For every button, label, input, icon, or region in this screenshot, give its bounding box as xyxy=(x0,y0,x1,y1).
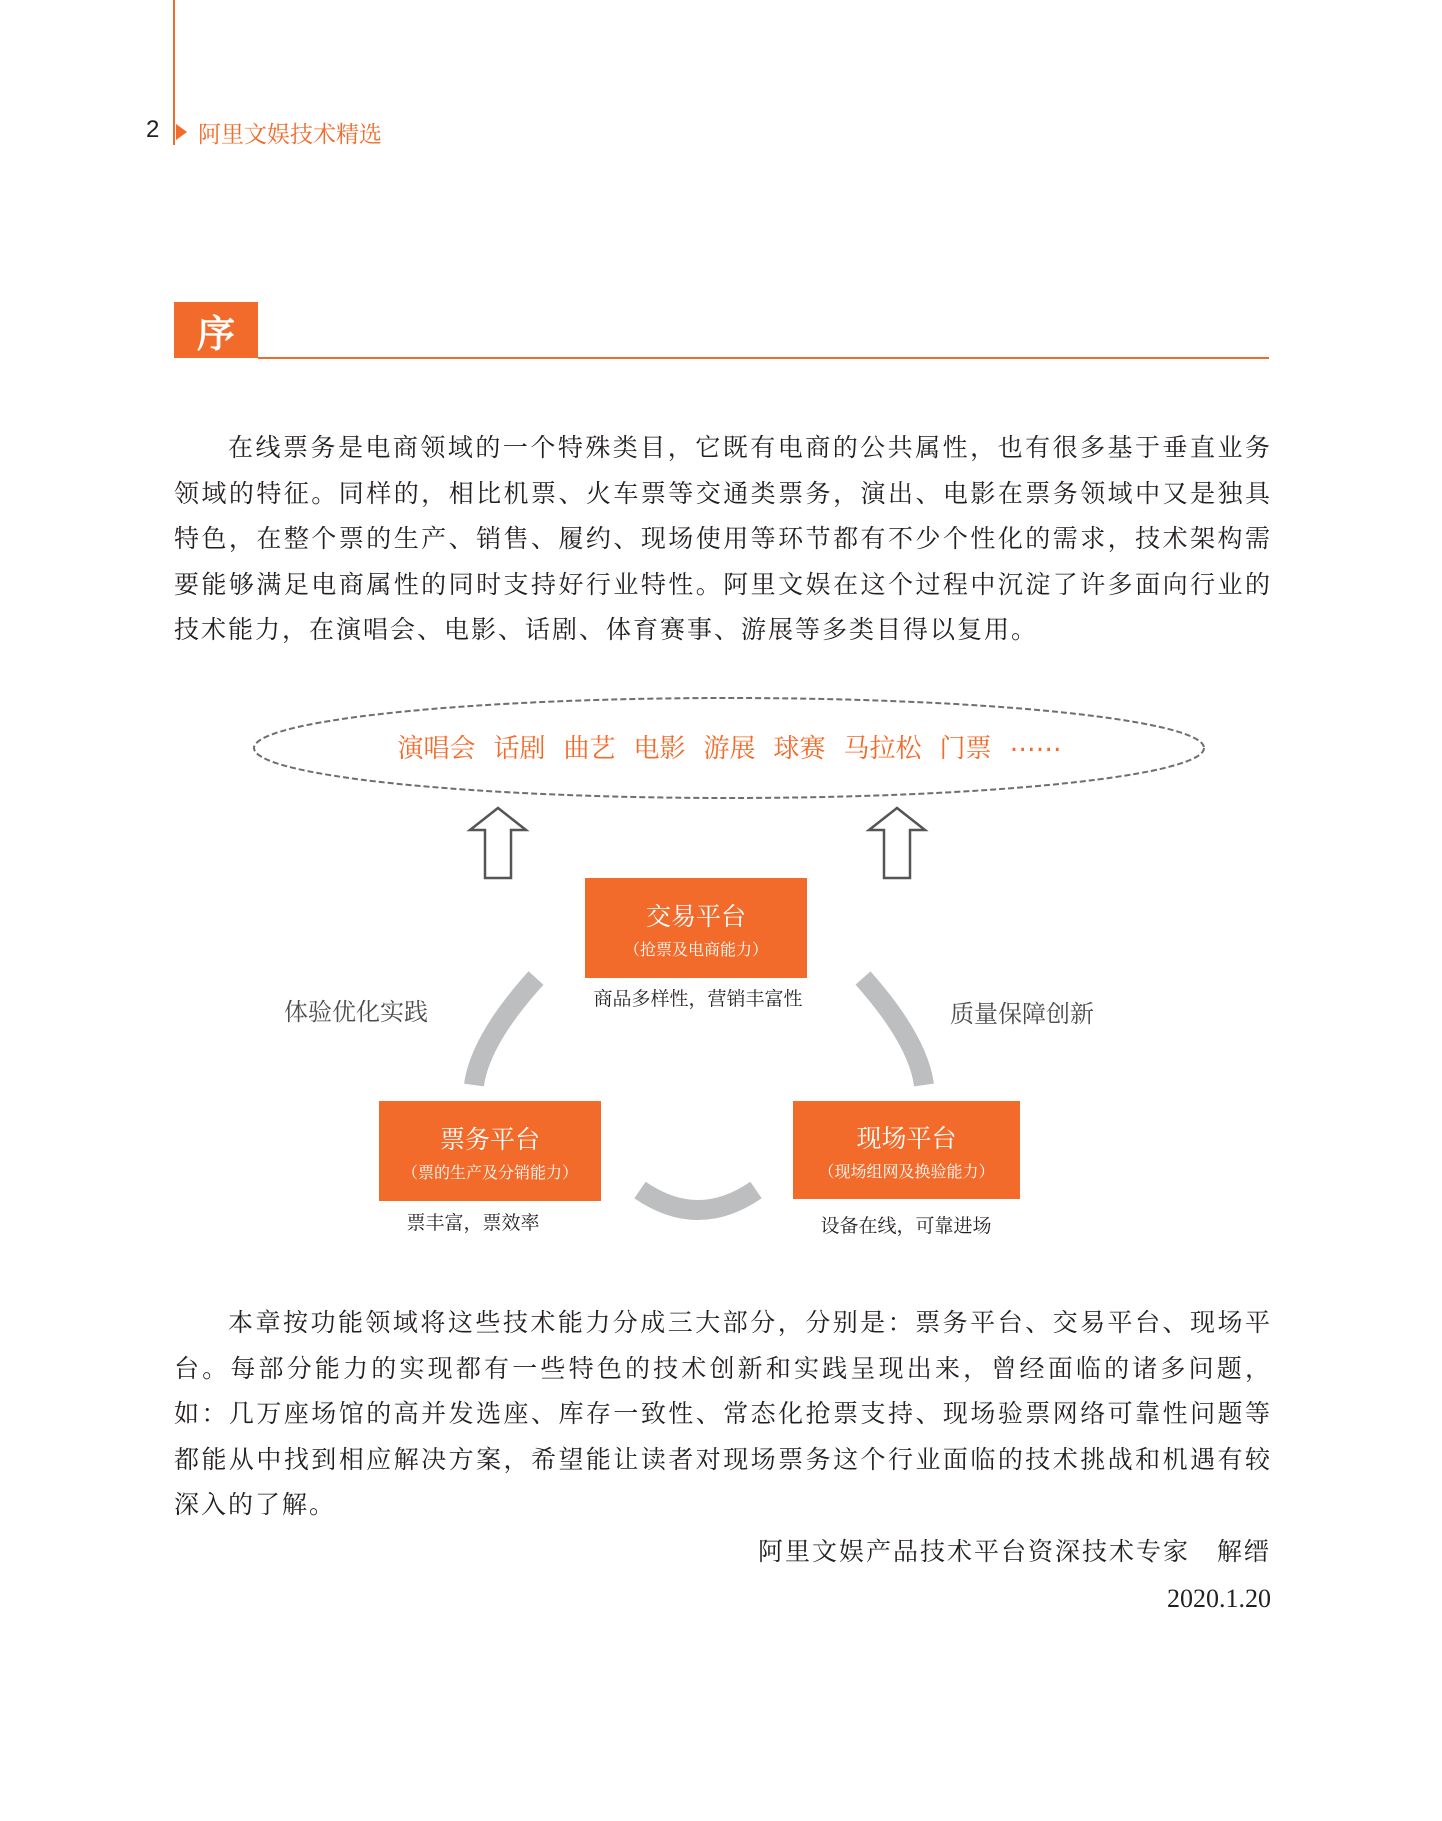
platform-subtitle: （抢票及电商能力） xyxy=(623,939,768,959)
category-item: …… xyxy=(1009,728,1062,758)
left-label: 体验优化实践 xyxy=(284,998,428,1026)
category-item: 门票 xyxy=(939,734,992,764)
date: 2020.1.20 xyxy=(1167,1584,1271,1613)
book-title: 阿里文娱技术精选 xyxy=(198,122,382,148)
platform-title: 票务平台 xyxy=(439,1124,540,1154)
category-item: 话剧 xyxy=(493,734,546,764)
category-item: 演唱会 xyxy=(397,734,476,764)
left-cycle-arc xyxy=(474,978,536,1085)
category-item: 游展 xyxy=(703,734,756,764)
right-cycle-arc xyxy=(863,978,924,1085)
up-arrow-icon xyxy=(869,808,925,878)
bottom-cycle-arc xyxy=(640,1190,756,1210)
platform-title: 交易平台 xyxy=(645,901,746,931)
ticket-caption: 票丰富，票效率 xyxy=(406,1212,540,1234)
onsite-caption: 设备在线，可靠进场 xyxy=(820,1215,992,1237)
section-title: 序 xyxy=(174,302,258,358)
category-item: 球赛 xyxy=(773,734,826,764)
up-arrow-icon xyxy=(470,808,526,878)
closing-paragraph: 本章按功能领域将这些技术能力分成三大部分，分别是：票务平台、交易平台、现场平台。每部分能力的实现都有一些特色的技术创新和实践呈现出来，曾经面临的诸多问题，如：几万座场馆的高并发选座、库存一致性、常态化抢票支持、现场验票网络可靠性问题等都能从中找到相应解决方案，希望能让读者对现场票务这个行业面临的技术挑战和机遇有较深入的了解。 xyxy=(174,1308,1272,1519)
platform-subtitle: （票的生产及分销能力） xyxy=(401,1162,578,1182)
category-item: 曲艺 xyxy=(563,734,616,764)
category-item: 电影 xyxy=(633,734,686,764)
trade-platform-box xyxy=(585,878,807,978)
platform-title: 现场平台 xyxy=(856,1123,957,1153)
page-number: 2 xyxy=(146,116,160,143)
category-list xyxy=(254,728,1205,765)
category-item: 马拉松 xyxy=(843,734,922,764)
ticket-platform-box xyxy=(379,1101,601,1201)
onsite-platform-box xyxy=(793,1101,1020,1199)
trade-caption: 商品多样性，营销丰富性 xyxy=(593,988,803,1010)
intro-paragraph: 在线票务是电商领域的一个特殊类目，它既有电商的公共属性，也有很多基于垂直业务领域的特征。同样的，相比机票、火车票等交通类票务，演出、电影在票务领域中又是独具特色，在整个票的生产、销售、履约、现场使用等环节都有不少个性化的需求，技术架构需要能够满足电商属性的同时支持好行业特性。阿里文娱在这个过程中沉淀了许多面向行业的技术能力，在演唱会、电影、话剧、体育赛事、游展等多类目得以复用。 xyxy=(174,433,1272,644)
signature: 阿里文娱产品技术平台资深技术专家 解缙 xyxy=(757,1537,1271,1566)
right-label: 质量保障创新 xyxy=(950,1000,1094,1028)
platform-subtitle: （现场组网及换验能力） xyxy=(818,1161,995,1181)
